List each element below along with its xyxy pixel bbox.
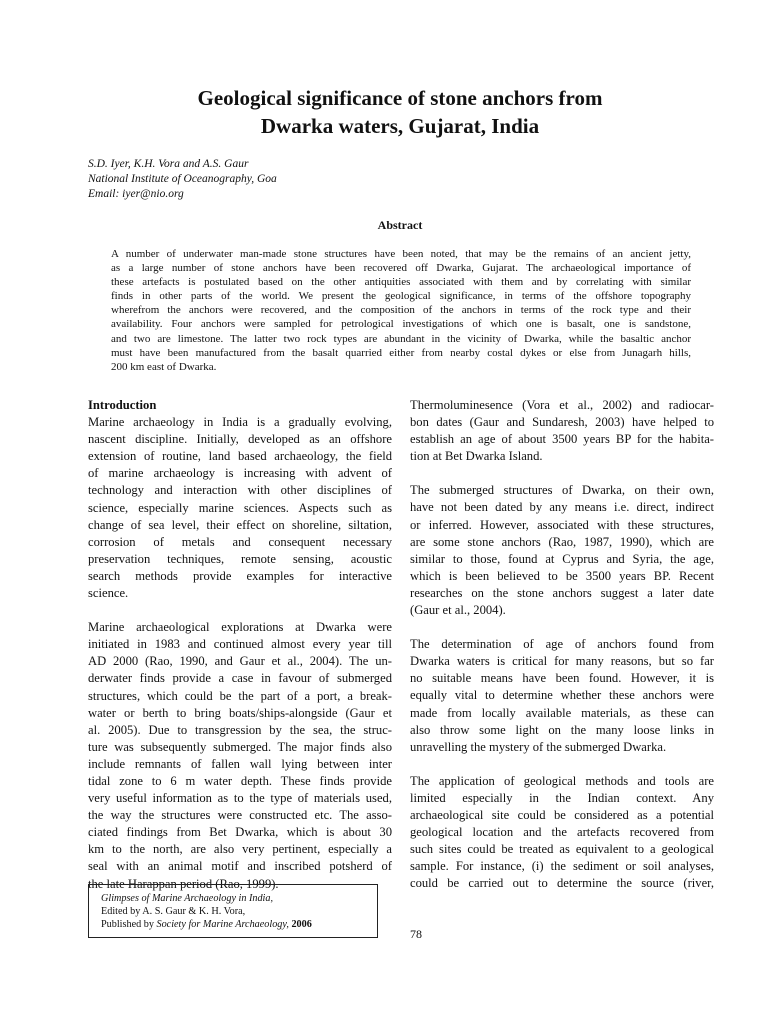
text-line: Thermoluminesence (Vora et al., 2002) and radiocar- — [410, 398, 714, 412]
text-line: water or berth to bring boats/ships-alongside (Gaur et — [88, 705, 392, 720]
author-names: S.D. Iyer, K.H. Vora and A.S. Gaur — [88, 158, 249, 170]
text-line: (Gaur et al., 2004). — [410, 603, 506, 618]
abstract-line: these artefacts is postulated based on the other antiquities associated with them and by correlating with similar — [111, 276, 691, 289]
abstract-text — [111, 247, 691, 374]
text-line: researches on the stone anchors suggest a later date — [410, 585, 714, 600]
text-line: tidal zone to 6 m water depth. These finds provide — [88, 773, 392, 788]
text-line: Marine archaeological explorations at Dwarka were — [88, 620, 392, 635]
text-line: the late Harappan period (Rao, 1999). — [88, 876, 279, 891]
text-line: extension of routine, land based archaeology, the field — [88, 449, 392, 464]
text-line: have not been dated by any means i.e. direct, indirect — [410, 500, 714, 515]
text-line: preservation techniques, remote sensing, acoustic — [88, 551, 392, 566]
text-line: unravelling the mystery of the submerged Dwarka. — [410, 739, 667, 754]
text-line: science. — [88, 586, 129, 601]
author-block — [88, 157, 408, 202]
text-line: which is been believed to be 3500 years BP. Recent — [410, 568, 714, 583]
text-line: the way the structures were constructed etc. The asso- — [88, 808, 392, 823]
introduction-paragraph-1 — [88, 414, 392, 602]
footnote-society: Society for Marine Archaeology, — [156, 919, 289, 931]
abstract-line: and two are limestone. The latter two rock types are abundant in the vicinity of Dwarka, while the basaltic anchor — [111, 332, 691, 345]
page-number: 78 — [410, 927, 422, 941]
text-line: The submerged structures of Dwarka, on their own, — [410, 483, 714, 498]
text-line: include remnants of fallen wall lying between inter — [88, 756, 392, 771]
author-affiliation: National Institute of Oceanography, Goa — [88, 173, 277, 185]
footnote-year: 2006 — [288, 919, 312, 931]
text-line: change of sea level, their effect on shoreline, siltation, — [88, 517, 392, 532]
text-line: bon dates (Gaur and Sundaresh, 2003) have helped to — [410, 415, 714, 430]
text-line: could be carried out to determine the source (river, — [410, 876, 714, 891]
left-column — [88, 397, 392, 910]
text-line: are some stone anchors (Rao, 1987, 1990), which are — [410, 534, 714, 549]
abstract-line: A number of underwater man-made stone structures have been noted, that may be the remains of an ancient jetty, — [111, 248, 691, 260]
text-line: Dwarka waters is critical for many reasons, but so far — [410, 654, 714, 669]
title-line-1: Geological significance of stone anchors from — [197, 86, 603, 110]
text-line: also throw some light on the many loose links in — [410, 722, 714, 737]
abstract-line: as a large number of stone anchors have been recovered off Dwarka, Gujarat. The archaeological importance of — [111, 262, 691, 275]
right-column — [410, 397, 714, 909]
text-line: Marine archaeology in India is a gradually evolving, — [88, 415, 392, 430]
text-line: AD 2000 (Rao, 1990, and Gaur et al., 2004). The un- — [88, 654, 392, 669]
text-line: The determination of age of anchors found from — [410, 637, 714, 652]
abstract-line: wherefrom the anchors were recovered, and the composition of the anchors in terms of the rock type and their — [111, 304, 691, 317]
text-line: derwater finds provide a case in favour of submerged — [88, 671, 392, 686]
text-line: archaeological site could be considered as a potential — [410, 807, 714, 822]
text-line: technology and interaction with other disciplines of — [88, 483, 392, 498]
footnote-line-1: Glimpses of Marine Archaeology in India, — [101, 893, 274, 904]
text-line: establish an age of about 3500 years BP for the habita- — [410, 432, 714, 447]
text-line: very useful information as to the type of materials used, — [88, 791, 392, 806]
abstract-heading: Abstract — [377, 218, 423, 232]
text-line: seal with an animal motif and inscribed potsherd of — [88, 859, 392, 874]
text-line: nascent discipline. Initially, developed as an offshore — [88, 432, 392, 447]
abstract-line: must have been manufactured from the basalt quarried either from nearby costal dykes or else from Junagarh hills, — [111, 346, 691, 359]
footnote-line-3 — [101, 918, 377, 931]
abstract-line: availability. Four anchors were sampled for petrological investigations of which one is basalt, one is sandstone, — [111, 318, 691, 331]
paper-title — [100, 84, 700, 140]
title-line-2: Dwarka waters, Gujarat, India — [260, 114, 540, 138]
text-line: tion at Bet Dwarka Island. — [410, 449, 543, 464]
author-email: Email: iyer@nio.org — [88, 188, 184, 200]
introduction-heading: Introduction — [88, 398, 157, 412]
text-line: km to the north, are also very pertinent, especially a — [88, 842, 392, 857]
text-line: science, especially marine sciences. Aspects such as — [88, 500, 392, 515]
text-line: such sites could be treated as equivalent to a geological — [410, 842, 714, 857]
text-line: made from locally available materials, as these can — [410, 705, 714, 720]
text-line: sample. For instance, (i) the sediment or soil analyses, — [410, 859, 714, 874]
publication-footnote — [88, 884, 378, 938]
text-line: corrosion of metals and consequent necessary — [88, 534, 392, 549]
text-line: no suitable means have been found. However, it is — [410, 671, 714, 686]
text-line: The application of geological methods and tools are — [410, 773, 714, 788]
footnote-line-2: Edited by A. S. Gaur & K. H. Vora, — [101, 906, 246, 918]
text-line: limited especially in the Indian context. Any — [410, 790, 714, 805]
right-paragraph-3 — [410, 636, 714, 756]
text-line: structures, which could be the part of a port, a break- — [88, 688, 392, 703]
text-line: equally vital to determine whether these anchors were — [410, 688, 714, 703]
abstract-line: finds in other parts of the world. We present the geological significance, in terms of the offshore topography — [111, 290, 691, 303]
right-paragraph-4 — [410, 773, 714, 893]
right-paragraph-1 — [410, 397, 714, 465]
text-line: or inferred. However, associated with these structures, — [410, 517, 714, 532]
text-line: ciated findings from Bet Dwarka, which is about 30 — [88, 825, 392, 840]
right-paragraph-2 — [410, 482, 714, 619]
text-line: of marine archaeology is increasing with advent of — [88, 466, 392, 481]
introduction-paragraph-2 — [88, 619, 392, 893]
text-line: search methods provide examples for interactive — [88, 568, 392, 583]
text-line: geological location and the artefacts recovered from — [410, 825, 714, 840]
footnote-prefix: Published by — [101, 919, 157, 931]
text-line: initiated in 1983 and continued almost every year till — [88, 637, 392, 652]
abstract-line: 200 km east of Dwarka. — [111, 360, 217, 373]
text-line: ture was subsequently submerged. The major finds also — [88, 739, 392, 754]
text-line: al. 2005). Due to transgression by the sea, the struc- — [88, 722, 392, 737]
text-line: similar to those, found at Cyprus and Syria, the age, — [410, 551, 714, 566]
